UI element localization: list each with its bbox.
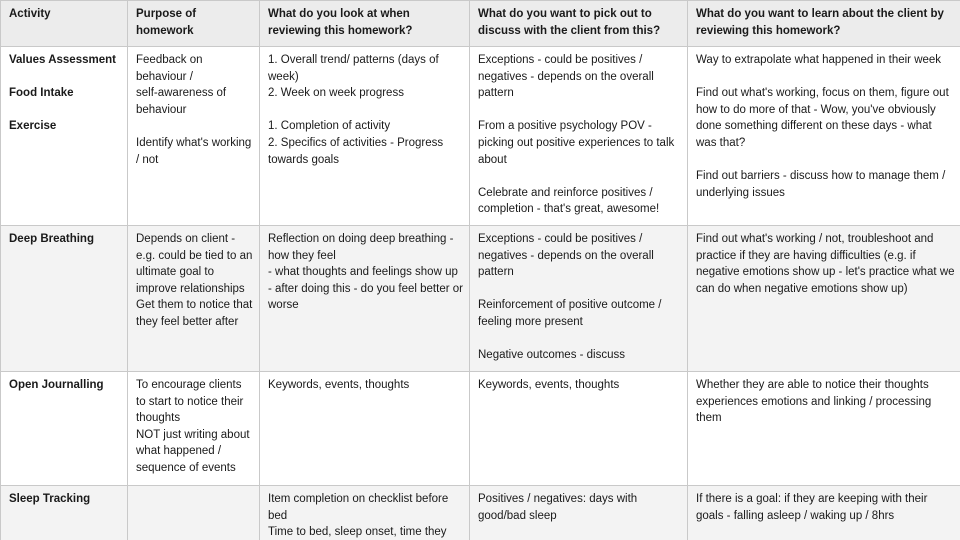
header-activity: Activity bbox=[1, 1, 128, 47]
purpose-cell: Depends on client - e.g. could be tied to an ultimate goal to improve relationships Get them to notice that they feel better after bbox=[128, 226, 260, 372]
table-row bbox=[1, 226, 960, 372]
header-learn: What do you want to learn about the client by reviewing this homework? bbox=[688, 1, 960, 47]
learn-cell: Find out what's working / not, troubleshoot and practice if they are having difficulties (e.g. if negative emotions show up - let's practice what we can do when negative emotions show up) bbox=[688, 226, 960, 372]
activity-cell: Sleep Tracking bbox=[1, 486, 128, 540]
discuss-cell: Keywords, events, thoughts bbox=[470, 372, 688, 486]
learn-cell: If there is a goal: if they are keeping with their goals - falling asleep / waking up / 8hrs bbox=[688, 486, 960, 540]
look-at-cell: 1. Overall trend/ patterns (days of week) 2. Week on week progress 1. Completion of activity 2. Specifics of activities - Progress towards goals bbox=[260, 47, 470, 226]
header-look-at: What do you look at when reviewing this homework? bbox=[260, 1, 470, 47]
purpose-cell: Feedback on behaviour / self-awareness of behaviour Identify what's working / not bbox=[128, 47, 260, 226]
look-at-cell: Item completion on checklist before bed Time to bed, sleep onset, time they bbox=[260, 486, 470, 540]
header-row bbox=[1, 1, 960, 47]
table-row bbox=[1, 486, 960, 540]
look-at-cell: Keywords, events, thoughts bbox=[260, 372, 470, 486]
activity-cell: Values Assessment Food Intake Exercise bbox=[1, 47, 128, 226]
table-row bbox=[1, 372, 960, 486]
discuss-cell: Exceptions - could be positives / negatives - depends on the overall pattern From a positive psychology POV - picking out positive experiences to talk about Celebrate and reinforce positives / completion - that's great, awesome! bbox=[470, 47, 688, 226]
header-discuss: What do you want to pick out to discuss with the client from this? bbox=[470, 1, 688, 47]
learn-cell: Whether they are able to notice their thoughts experiences emotions and linking / processing them bbox=[688, 372, 960, 486]
header-purpose: Purpose of homework bbox=[128, 1, 260, 47]
activity-cell: Open Journalling bbox=[1, 372, 128, 486]
activity-cell: Deep Breathing bbox=[1, 226, 128, 372]
purpose-cell bbox=[128, 486, 260, 540]
learn-cell: Way to extrapolate what happened in their week Find out what's working, focus on them, figure out how to do more of that - Wow, you've obviously done something different on these days - what was that? Find out barriers - discuss how to manage them / underlying issues bbox=[688, 47, 960, 226]
look-at-cell: Reflection on doing deep breathing - how they feel - what thoughts and feelings show up - after doing this - do you feel better or worse bbox=[260, 226, 470, 372]
discuss-cell: Exceptions - could be positives / negatives - depends on the overall pattern Reinforcement of positive outcome / feeling more present Negative outcomes - discuss bbox=[470, 226, 688, 372]
discuss-cell: Positives / negatives: days with good/bad sleep bbox=[470, 486, 688, 540]
table-row bbox=[1, 47, 960, 226]
purpose-cell: To encourage clients to start to notice their thoughts NOT just writing about what happened / sequence of events bbox=[128, 372, 260, 486]
